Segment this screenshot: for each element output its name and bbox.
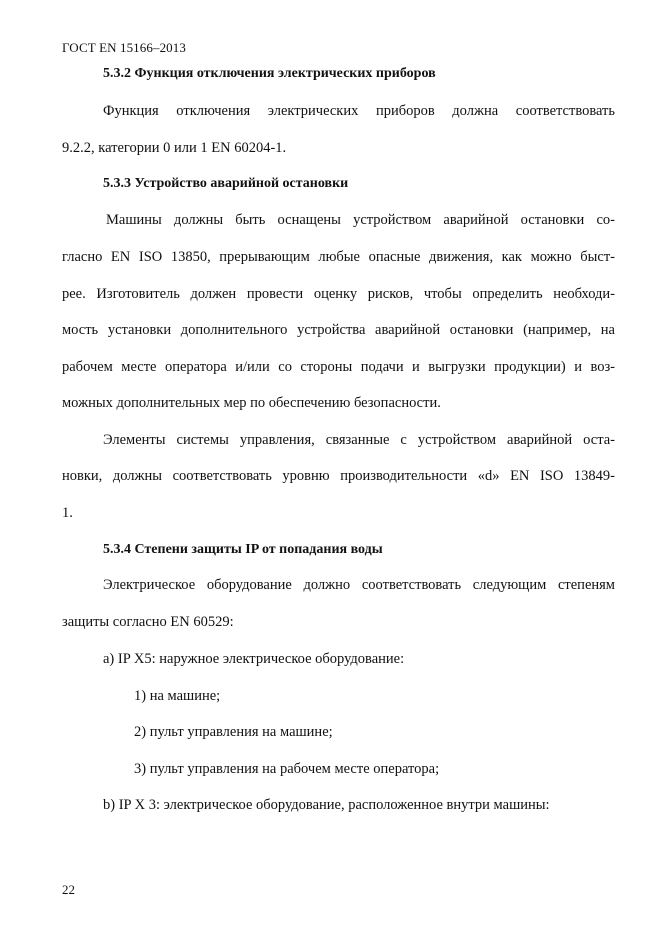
standard-header: ГОСТ EN 15166–2013: [62, 40, 186, 55]
paragraph-line: рее. Изготовитель должен провести оценку рисков, чтобы определить необходи-: [62, 286, 615, 302]
paragraph-line: 9.2.2, категории 0 или 1 EN 60204-1.: [62, 140, 287, 156]
paragraph-line: Элементы системы управления, связанные с устройством аварийной оста-: [103, 432, 615, 448]
section-heading-5-3-2: 5.3.2 Функция отключения электрических приборов: [103, 66, 436, 81]
list-item: 3) пульт управления на рабочем месте оператора;: [134, 761, 440, 777]
paragraph-line: 1.: [62, 505, 73, 521]
paragraph-line: защиты согласно EN 60529:: [62, 614, 234, 630]
list-item: b) IP X 3: электрическое оборудование, расположенное внутри машины:: [103, 797, 550, 813]
list-item: 1) на машине;: [134, 688, 221, 704]
list-item: 2) пульт управления на машине;: [134, 724, 333, 740]
section-heading-5-3-3: 5.3.3 Устройство аварийной остановки: [103, 176, 349, 191]
paragraph-line: Функция отключения электрических приборов должна соответствовать: [103, 103, 615, 119]
paragraph-line: Электрическое оборудование должно соответствовать следующим степеням: [103, 577, 615, 593]
paragraph-line: рабочем месте оператора и/или со стороны подачи и выгрузки продукции) и воз-: [62, 359, 615, 375]
paragraph-line: мость установки дополнительного устройства аварийной остановки (например, на: [62, 322, 615, 338]
paragraph-line: Машины должны быть оснащены устройством аварийной остановки со-: [106, 212, 615, 228]
paragraph-line: можных дополнительных мер по обеспечению безопасности.: [62, 395, 441, 411]
section-heading-5-3-4: 5.3.4 Степени защиты IP от попадания воды: [103, 542, 383, 557]
list-item: а) IP X5: наружное электрическое оборудование:: [103, 651, 405, 667]
page-number: 22: [62, 882, 75, 897]
paragraph-line: новки, должны соответствовать уровню производительности «d» EN ISO 13849-: [62, 468, 615, 484]
paragraph-line: гласно EN ISO 13850, прерывающим любые опасные движения, как можно быст-: [62, 249, 615, 265]
